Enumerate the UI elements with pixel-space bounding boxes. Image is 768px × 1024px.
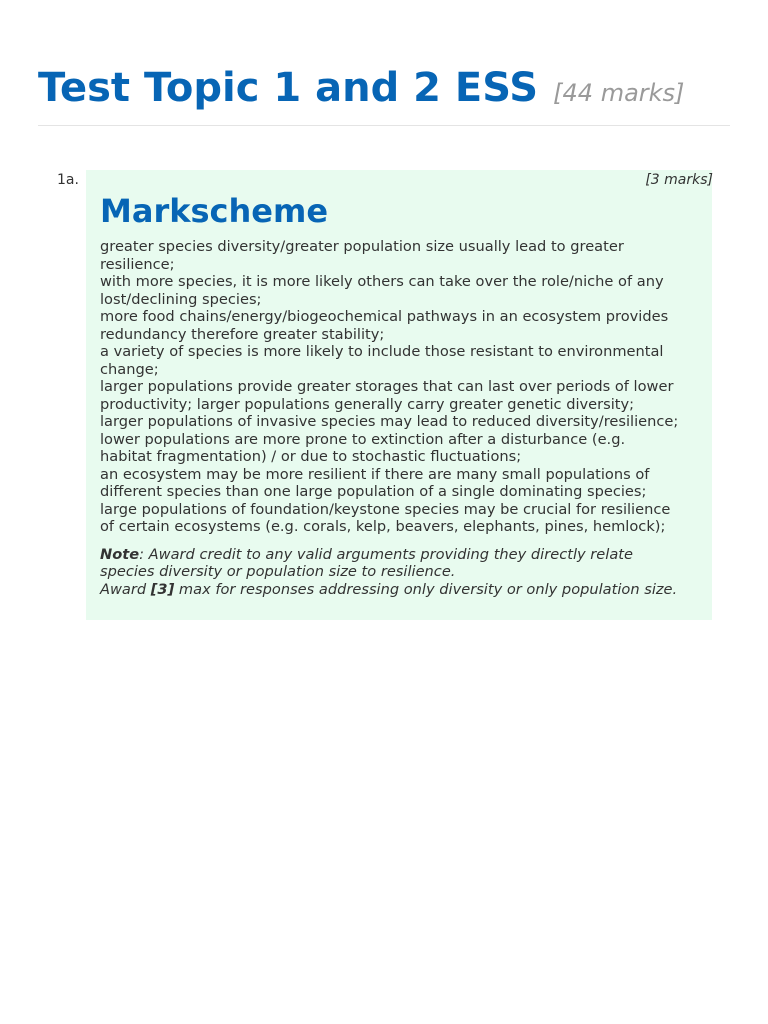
award-line <box>100 581 704 599</box>
markscheme-note <box>100 546 704 599</box>
markscheme-line: lower populations are more prone to extinction after a disturbance (e.g. <box>100 430 626 448</box>
note-line <box>100 546 704 564</box>
markscheme-line: change; <box>100 360 159 378</box>
markscheme-line: large populations of foundation/keystone species may be crucial for resilience <box>100 500 671 518</box>
award-max: [3] <box>150 580 175 598</box>
question-number: 1a. <box>57 172 79 188</box>
award-prefix: Award <box>100 580 151 598</box>
question-marks: [3 marks] <box>645 172 713 188</box>
markscheme-line: productivity; larger populations generally carry greater genetic diversity; <box>100 395 635 413</box>
note-text: : Award credit to any valid arguments providing they directly relate <box>139 545 633 563</box>
total-marks: [44 marks] <box>553 79 685 107</box>
markscheme-line: greater species diversity/greater population size usually lead to greater <box>100 238 624 255</box>
markscheme-line: an ecosystem may be more resilient if there are many small populations of <box>100 465 650 483</box>
markscheme-line: of certain ecosystems (e.g. corals, kelp, beavers, elephants, pines, hemlock); <box>100 518 666 535</box>
markscheme-line: larger populations provide greater storages that can last over periods of lower <box>100 378 674 395</box>
markscheme-line: resilience; <box>100 255 175 273</box>
markscheme-line: habitat fragmentation) / or due to stochastic fluctuations; <box>100 448 522 465</box>
markscheme-line: different species than one large population of a single dominating species; <box>100 483 647 500</box>
note-line: species diversity or population size to resilience. <box>100 563 456 580</box>
note-label: Note <box>100 545 140 563</box>
markscheme-line: a variety of species is more likely to include those resistant to environmental <box>100 343 664 360</box>
markscheme-box <box>86 170 712 620</box>
markscheme-line: larger populations of invasive species may lead to reduced diversity/resilience; <box>100 413 679 430</box>
markscheme-heading: Markscheme <box>100 192 329 230</box>
page-header <box>38 62 730 126</box>
markscheme-line: with more species, it is more likely others can take over the role/niche of any <box>100 273 664 290</box>
award-suffix: max for responses addressing only diversity or only population size. <box>174 580 678 598</box>
markscheme-line: more food chains/energy/biogeochemical pathways in an ecosystem provides <box>100 308 669 325</box>
markscheme-body <box>100 238 704 598</box>
page-title: Test Topic 1 and 2 ESS <box>38 65 539 111</box>
markscheme-line: redundancy therefore greater stability; <box>100 325 385 343</box>
markscheme-line: lost/declining species; <box>100 290 262 308</box>
